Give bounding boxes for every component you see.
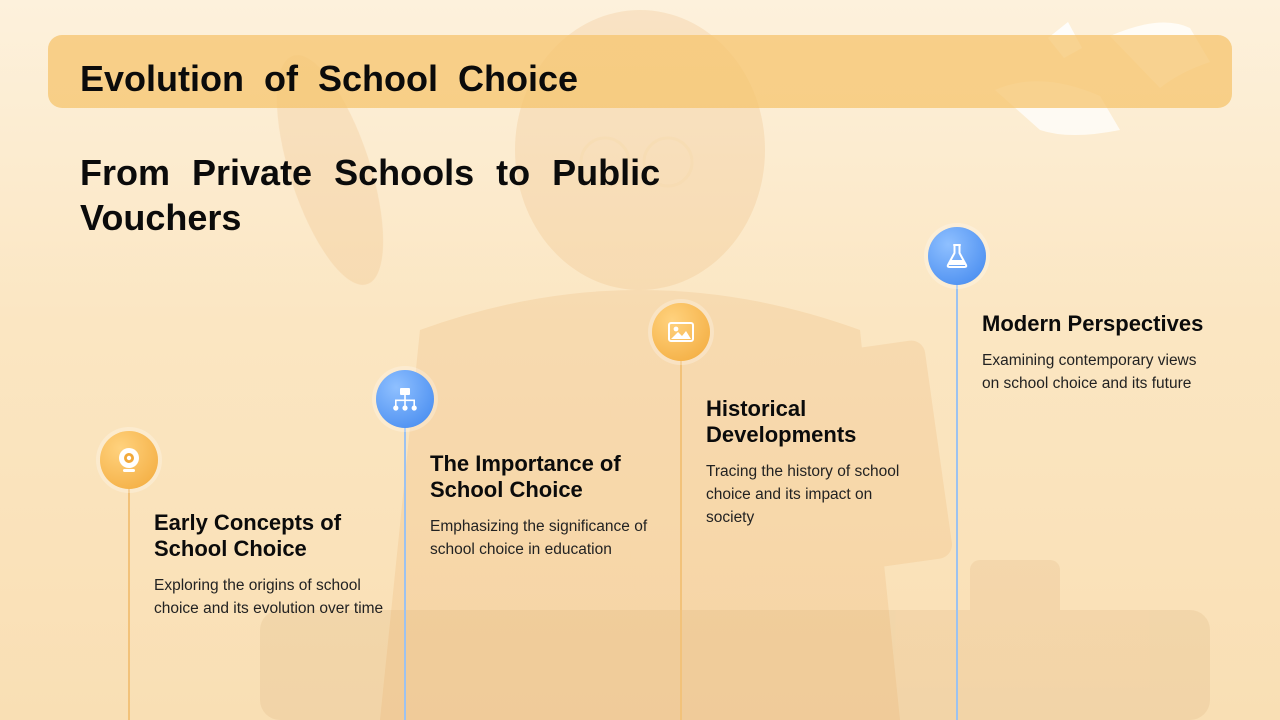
timeline-marker-1 bbox=[100, 431, 158, 489]
webcam-icon bbox=[114, 445, 144, 475]
step-description: Examining contemporary views on school choice and its future bbox=[982, 352, 1197, 392]
timeline-step-4 bbox=[982, 311, 1212, 395]
timeline-marker-4 bbox=[928, 227, 986, 285]
step-heading: Historical Developments bbox=[706, 396, 857, 447]
image-icon bbox=[666, 317, 696, 347]
slide-subtitle: From Private Schools to Public Vouchers bbox=[80, 152, 661, 238]
timeline-step-2 bbox=[430, 451, 660, 561]
step-heading: The Importance of School Choice bbox=[430, 451, 621, 502]
timeline-line-3 bbox=[680, 361, 682, 720]
timeline-step-3 bbox=[706, 396, 921, 529]
hierarchy-icon bbox=[390, 384, 420, 414]
slide-title: Evolution of School Choice bbox=[80, 58, 578, 99]
step-heading: Modern Perspectives bbox=[982, 311, 1204, 336]
step-heading: Early Concepts of School Choice bbox=[154, 510, 342, 561]
step-description: Tracing the history of school choice and its impact on society bbox=[706, 463, 900, 526]
timeline-step-1 bbox=[154, 510, 384, 620]
step-description: Exploring the origins of school choice and its evolution over time bbox=[154, 577, 384, 617]
timeline-line-4 bbox=[956, 284, 958, 720]
step-description: Emphasizing the significance of school choice in education bbox=[430, 518, 648, 558]
timeline-line-2 bbox=[404, 426, 406, 720]
timeline-marker-3 bbox=[652, 303, 710, 361]
timeline-line-1 bbox=[128, 488, 130, 720]
timeline-marker-2 bbox=[376, 370, 434, 428]
flask-icon bbox=[942, 241, 972, 271]
